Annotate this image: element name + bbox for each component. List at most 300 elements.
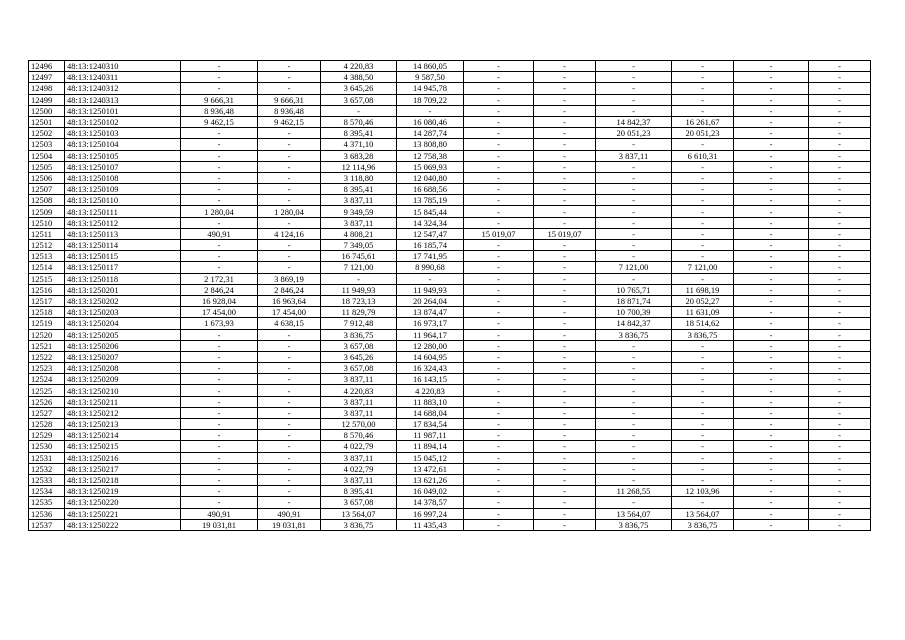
value-col-7-cell: -	[464, 430, 534, 441]
cadastral-number-cell: 48:13:1250114	[65, 240, 181, 251]
value-col-3-cell: -	[181, 195, 258, 206]
value-col-8-cell: -	[534, 374, 596, 385]
value-col-3-cell: -	[181, 172, 258, 183]
value-col-4-cell: 2 846,24	[258, 284, 321, 295]
value-col-9-cell: 13 564,07	[596, 508, 672, 519]
value-col-3-cell: -	[181, 486, 258, 497]
value-col-4-cell: -	[258, 195, 321, 206]
value-col-10-cell: 11 698,19	[672, 284, 734, 295]
value-col-10-cell: -	[672, 184, 734, 195]
value-col-11-cell: -	[734, 72, 809, 83]
value-col-8-cell: -	[534, 318, 596, 329]
value-col-11-cell: -	[734, 419, 809, 430]
value-col-3-cell: -	[181, 150, 258, 161]
value-col-10-cell: -	[672, 419, 734, 430]
value-col-7-cell: -	[464, 105, 534, 116]
row-number-cell: 12517	[29, 295, 65, 306]
row-number-cell: 12521	[29, 340, 65, 351]
value-col-3-cell: -	[181, 363, 258, 374]
value-col-12-cell: -	[809, 474, 871, 485]
value-col-11-cell: -	[734, 83, 809, 94]
row-number-cell: 12534	[29, 486, 65, 497]
value-col-8-cell: -	[534, 329, 596, 340]
value-col-5-cell: 12 570,00	[321, 419, 397, 430]
value-col-3-cell: -	[181, 217, 258, 228]
value-col-12-cell: -	[809, 240, 871, 251]
value-col-6-cell: 16 143,15	[397, 374, 464, 385]
value-col-3-cell: -	[181, 329, 258, 340]
value-col-9-cell: -	[596, 452, 672, 463]
value-col-8-cell: -	[534, 452, 596, 463]
value-col-3-cell: -	[181, 374, 258, 385]
table-row	[29, 217, 871, 228]
row-number-cell: 12515	[29, 273, 65, 284]
value-col-11-cell: -	[734, 452, 809, 463]
value-col-4-cell: -	[258, 463, 321, 474]
cadastral-number-cell: 48:13:1250209	[65, 374, 181, 385]
row-number-cell: 12519	[29, 318, 65, 329]
value-col-3-cell: -	[181, 262, 258, 273]
value-col-6-cell: 15 845,44	[397, 206, 464, 217]
value-col-5-cell: 11 829,79	[321, 307, 397, 318]
cadastral-number-cell: 48:13:1250108	[65, 172, 181, 183]
value-col-5-cell: 3 645,26	[321, 83, 397, 94]
value-col-6-cell: 16 324,43	[397, 363, 464, 374]
value-col-8-cell: -	[534, 486, 596, 497]
value-col-3-cell: 19 031,81	[181, 519, 258, 530]
value-col-12-cell: -	[809, 72, 871, 83]
value-col-8-cell: -	[534, 307, 596, 318]
value-col-11-cell: -	[734, 195, 809, 206]
cadastral-number-cell: 48:13:1250204	[65, 318, 181, 329]
cadastral-number-cell: 48:13:1250105	[65, 150, 181, 161]
value-col-6-cell: 18 709,22	[397, 94, 464, 105]
cadastral-number-cell: 48:13:1250110	[65, 195, 181, 206]
table-row	[29, 329, 871, 340]
table-row	[29, 139, 871, 150]
value-col-6-cell: -	[397, 273, 464, 284]
value-col-8-cell: -	[534, 161, 596, 172]
row-number-cell: 12507	[29, 184, 65, 195]
value-col-8-cell: -	[534, 407, 596, 418]
table-row	[29, 61, 871, 72]
value-col-3-cell: 16 928,04	[181, 295, 258, 306]
row-number-cell: 12504	[29, 150, 65, 161]
value-col-6-cell: 14 945,78	[397, 83, 464, 94]
value-col-9-cell: -	[596, 240, 672, 251]
value-col-3-cell: 9 666,31	[181, 94, 258, 105]
value-col-12-cell: -	[809, 508, 871, 519]
value-col-10-cell: -	[672, 139, 734, 150]
table-row	[29, 195, 871, 206]
value-col-5-cell: 3 657,08	[321, 340, 397, 351]
value-col-3-cell: 490,91	[181, 508, 258, 519]
value-col-5-cell: 4 808,21	[321, 228, 397, 239]
cadastral-number-cell: 48:13:1250208	[65, 363, 181, 374]
value-col-11-cell: -	[734, 105, 809, 116]
value-col-10-cell: -	[672, 430, 734, 441]
table-row	[29, 430, 871, 441]
value-col-9-cell: -	[596, 228, 672, 239]
value-col-5-cell: 11 949,93	[321, 284, 397, 295]
value-col-11-cell: -	[734, 295, 809, 306]
value-col-7-cell: -	[464, 273, 534, 284]
value-col-7-cell: -	[464, 240, 534, 251]
value-col-4-cell: 8 936,48	[258, 105, 321, 116]
value-col-6-cell: 4 220,83	[397, 385, 464, 396]
cadastral-number-cell: 48:13:1250103	[65, 128, 181, 139]
table-row	[29, 351, 871, 362]
value-col-4-cell: -	[258, 363, 321, 374]
row-number-cell: 12496	[29, 61, 65, 72]
row-number-cell: 12522	[29, 351, 65, 362]
value-col-4-cell: -	[258, 486, 321, 497]
value-col-7-cell: -	[464, 61, 534, 72]
cadastral-number-cell: 48:13:1250118	[65, 273, 181, 284]
value-col-9-cell: -	[596, 351, 672, 362]
value-col-6-cell: 8 990,68	[397, 262, 464, 273]
value-col-6-cell: 15 069,93	[397, 161, 464, 172]
row-number-cell: 12505	[29, 161, 65, 172]
value-col-6-cell: 16 080,46	[397, 116, 464, 127]
value-col-3-cell: 9 462,15	[181, 116, 258, 127]
value-col-5-cell: 8 395,41	[321, 128, 397, 139]
value-col-10-cell: -	[672, 228, 734, 239]
value-col-5-cell: -	[321, 273, 397, 284]
value-col-8-cell: -	[534, 105, 596, 116]
value-col-12-cell: -	[809, 497, 871, 508]
value-col-9-cell: -	[596, 195, 672, 206]
value-col-6-cell: 12 758,38	[397, 150, 464, 161]
value-col-11-cell: -	[734, 228, 809, 239]
value-col-8-cell: -	[534, 385, 596, 396]
value-col-12-cell: -	[809, 61, 871, 72]
value-col-11-cell: -	[734, 463, 809, 474]
value-col-10-cell: -	[672, 396, 734, 407]
value-col-11-cell: -	[734, 385, 809, 396]
value-col-4-cell: 9 666,31	[258, 94, 321, 105]
value-col-6-cell: 14 378,57	[397, 497, 464, 508]
cadastral-number-cell: 48:13:1250117	[65, 262, 181, 273]
value-col-5-cell: 4 220,83	[321, 385, 397, 396]
row-number-cell: 12502	[29, 128, 65, 139]
value-col-6-cell: 11 883,10	[397, 396, 464, 407]
value-col-4-cell: -	[258, 128, 321, 139]
value-col-7-cell: 15 019,07	[464, 228, 534, 239]
cadastral-number-cell: 48:13:1250216	[65, 452, 181, 463]
table-row	[29, 363, 871, 374]
value-col-5-cell: 18 723,13	[321, 295, 397, 306]
value-col-3-cell: -	[181, 351, 258, 362]
value-col-3-cell: -	[181, 161, 258, 172]
value-col-10-cell: -	[672, 161, 734, 172]
value-col-7-cell: -	[464, 284, 534, 295]
cadastral-number-cell: 48:13:1240311	[65, 72, 181, 83]
value-col-6-cell: 15 045,12	[397, 452, 464, 463]
value-col-5-cell: 4 388,50	[321, 72, 397, 83]
value-col-10-cell: -	[672, 240, 734, 251]
value-col-3-cell: -	[181, 441, 258, 452]
value-col-12-cell: -	[809, 251, 871, 262]
cadastral-number-cell: 48:13:1250211	[65, 396, 181, 407]
value-col-4-cell: -	[258, 262, 321, 273]
value-col-9-cell: -	[596, 363, 672, 374]
value-col-6-cell: 13 874,47	[397, 307, 464, 318]
value-col-5-cell: 8 395,41	[321, 184, 397, 195]
row-number-cell: 12513	[29, 251, 65, 262]
value-col-11-cell: -	[734, 519, 809, 530]
value-col-9-cell: 3 836,75	[596, 519, 672, 530]
value-col-12-cell: -	[809, 407, 871, 418]
value-col-11-cell: -	[734, 150, 809, 161]
value-col-5-cell: 3 657,08	[321, 363, 397, 374]
table-row	[29, 374, 871, 385]
value-col-3-cell: -	[181, 430, 258, 441]
value-col-7-cell: -	[464, 452, 534, 463]
value-col-7-cell: -	[464, 374, 534, 385]
table-row	[29, 385, 871, 396]
value-col-4-cell: 3 869,19	[258, 273, 321, 284]
row-number-cell: 12524	[29, 374, 65, 385]
value-col-3-cell: -	[181, 385, 258, 396]
value-col-8-cell: -	[534, 463, 596, 474]
value-col-10-cell: -	[672, 374, 734, 385]
value-col-11-cell: -	[734, 407, 809, 418]
value-col-12-cell: -	[809, 340, 871, 351]
value-col-11-cell: -	[734, 184, 809, 195]
value-col-10-cell: 11 631,09	[672, 307, 734, 318]
value-col-7-cell: -	[464, 94, 534, 105]
value-col-10-cell: -	[672, 94, 734, 105]
table-row	[29, 273, 871, 284]
value-col-12-cell: -	[809, 374, 871, 385]
cadastral-number-cell: 48:13:1250212	[65, 407, 181, 418]
value-col-11-cell: -	[734, 116, 809, 127]
cadastral-number-cell: 48:13:1250205	[65, 329, 181, 340]
value-col-3-cell: 1 673,93	[181, 318, 258, 329]
value-col-12-cell: -	[809, 172, 871, 183]
value-col-6-cell: 11 949,93	[397, 284, 464, 295]
table-row	[29, 83, 871, 94]
value-col-4-cell: -	[258, 184, 321, 195]
value-col-4-cell: -	[258, 161, 321, 172]
cadastral-number-cell: 48:13:1250213	[65, 419, 181, 430]
value-col-9-cell: -	[596, 83, 672, 94]
cadastral-number-cell: 48:13:1250112	[65, 217, 181, 228]
value-col-11-cell: -	[734, 139, 809, 150]
value-col-3-cell: -	[181, 474, 258, 485]
value-col-3-cell: -	[181, 184, 258, 195]
value-col-10-cell: -	[672, 441, 734, 452]
value-col-7-cell: -	[464, 396, 534, 407]
table-row	[29, 105, 871, 116]
cadastral-number-cell: 48:13:1250107	[65, 161, 181, 172]
table-row	[29, 72, 871, 83]
value-col-5-cell: 4 022,79	[321, 441, 397, 452]
value-col-4-cell: 4 638,15	[258, 318, 321, 329]
value-col-5-cell: 4 022,79	[321, 463, 397, 474]
row-number-cell: 12537	[29, 519, 65, 530]
value-col-5-cell: 3 837,11	[321, 452, 397, 463]
value-col-4-cell: 17 454,00	[258, 307, 321, 318]
value-col-9-cell: -	[596, 61, 672, 72]
value-col-12-cell: -	[809, 139, 871, 150]
value-col-7-cell: -	[464, 83, 534, 94]
value-col-8-cell: -	[534, 351, 596, 362]
row-number-cell: 12531	[29, 452, 65, 463]
value-col-3-cell: -	[181, 396, 258, 407]
value-col-12-cell: -	[809, 430, 871, 441]
value-col-5-cell: 3 837,11	[321, 217, 397, 228]
value-col-10-cell: -	[672, 217, 734, 228]
value-col-12-cell: -	[809, 273, 871, 284]
value-col-10-cell: -	[672, 195, 734, 206]
row-number-cell: 12501	[29, 116, 65, 127]
value-col-4-cell: -	[258, 430, 321, 441]
value-col-11-cell: -	[734, 217, 809, 228]
value-col-4-cell: -	[258, 329, 321, 340]
value-col-7-cell: -	[464, 419, 534, 430]
value-col-9-cell: -	[596, 273, 672, 284]
table-body	[29, 61, 871, 531]
value-col-12-cell: -	[809, 284, 871, 295]
table-row	[29, 508, 871, 519]
value-col-8-cell: -	[534, 340, 596, 351]
value-col-6-cell: 9 587,50	[397, 72, 464, 83]
value-col-12-cell: -	[809, 105, 871, 116]
value-col-4-cell: -	[258, 385, 321, 396]
value-col-9-cell: -	[596, 407, 672, 418]
row-number-cell: 12532	[29, 463, 65, 474]
cadastral-number-cell: 48:13:1250113	[65, 228, 181, 239]
value-col-8-cell: -	[534, 519, 596, 530]
row-number-cell: 12533	[29, 474, 65, 485]
row-number-cell: 12528	[29, 419, 65, 430]
value-col-4-cell: 1 280,04	[258, 206, 321, 217]
table-row	[29, 474, 871, 485]
value-col-8-cell: -	[534, 172, 596, 183]
value-col-6-cell: 13 785,19	[397, 195, 464, 206]
cadastral-number-cell: 48:13:1240312	[65, 83, 181, 94]
value-col-3-cell: 2 846,24	[181, 284, 258, 295]
value-col-3-cell: -	[181, 407, 258, 418]
value-col-12-cell: -	[809, 217, 871, 228]
value-col-11-cell: -	[734, 340, 809, 351]
value-col-8-cell: -	[534, 430, 596, 441]
value-col-10-cell: -	[672, 251, 734, 262]
value-col-4-cell: 16 963,64	[258, 295, 321, 306]
value-col-8-cell: -	[534, 474, 596, 485]
cadastral-number-cell: 48:13:1250201	[65, 284, 181, 295]
table-row	[29, 340, 871, 351]
value-col-11-cell: -	[734, 474, 809, 485]
value-col-10-cell: -	[672, 474, 734, 485]
value-col-9-cell: 10 765,71	[596, 284, 672, 295]
value-col-9-cell: 20 051,23	[596, 128, 672, 139]
value-col-5-cell: 3 837,11	[321, 396, 397, 407]
value-col-6-cell: 13 808,80	[397, 139, 464, 150]
value-col-9-cell: 3 837,11	[596, 150, 672, 161]
value-col-10-cell: 7 121,00	[672, 262, 734, 273]
value-col-12-cell: -	[809, 307, 871, 318]
value-col-6-cell: 12 040,80	[397, 172, 464, 183]
value-col-10-cell: 6 610,31	[672, 150, 734, 161]
value-col-10-cell: -	[672, 452, 734, 463]
value-col-5-cell: 3 837,11	[321, 374, 397, 385]
value-col-7-cell: -	[464, 72, 534, 83]
table-row	[29, 94, 871, 105]
row-number-cell: 12526	[29, 396, 65, 407]
value-col-6-cell: 11 435,43	[397, 519, 464, 530]
value-col-4-cell: -	[258, 172, 321, 183]
table-row	[29, 396, 871, 407]
value-col-10-cell: 20 052,27	[672, 295, 734, 306]
value-col-5-cell: 8 570,46	[321, 430, 397, 441]
cadastral-number-cell: 48:13:1250109	[65, 184, 181, 195]
value-col-10-cell: -	[672, 105, 734, 116]
row-number-cell: 12530	[29, 441, 65, 452]
cadastral-number-cell: 48:13:1250218	[65, 474, 181, 485]
table-row	[29, 295, 871, 306]
value-col-11-cell: -	[734, 206, 809, 217]
value-col-3-cell: -	[181, 419, 258, 430]
value-col-8-cell: -	[534, 273, 596, 284]
value-col-3-cell: 490,91	[181, 228, 258, 239]
value-col-3-cell: -	[181, 463, 258, 474]
value-col-10-cell: 18 514,62	[672, 318, 734, 329]
value-col-11-cell: -	[734, 363, 809, 374]
cadastral-number-cell: 48:13:1250222	[65, 519, 181, 530]
table-row	[29, 128, 871, 139]
value-col-11-cell: -	[734, 396, 809, 407]
value-col-9-cell: -	[596, 385, 672, 396]
value-col-10-cell: -	[672, 463, 734, 474]
value-col-8-cell: -	[534, 419, 596, 430]
value-col-12-cell: -	[809, 329, 871, 340]
value-col-4-cell: 19 031,81	[258, 519, 321, 530]
value-col-6-cell: 13 621,26	[397, 474, 464, 485]
row-number-cell: 12527	[29, 407, 65, 418]
value-col-8-cell: -	[534, 262, 596, 273]
table-row	[29, 262, 871, 273]
value-col-5-cell: 3 683,28	[321, 150, 397, 161]
value-col-12-cell: -	[809, 486, 871, 497]
value-col-6-cell: 12 280,00	[397, 340, 464, 351]
value-col-4-cell: -	[258, 474, 321, 485]
value-col-6-cell: 12 547,47	[397, 228, 464, 239]
value-col-7-cell: -	[464, 116, 534, 127]
value-col-9-cell: -	[596, 105, 672, 116]
value-col-7-cell: -	[464, 251, 534, 262]
value-col-9-cell: -	[596, 441, 672, 452]
value-col-8-cell: -	[534, 72, 596, 83]
cadastral-number-cell: 48:13:1250111	[65, 206, 181, 217]
value-col-9-cell: -	[596, 217, 672, 228]
value-col-11-cell: -	[734, 128, 809, 139]
cadastral-number-cell: 48:13:1250217	[65, 463, 181, 474]
value-col-9-cell: -	[596, 419, 672, 430]
value-col-11-cell: -	[734, 318, 809, 329]
row-number-cell: 12511	[29, 228, 65, 239]
value-col-5-cell: 3 836,75	[321, 329, 397, 340]
value-col-11-cell: -	[734, 508, 809, 519]
value-col-3-cell: -	[181, 340, 258, 351]
value-col-8-cell: -	[534, 206, 596, 217]
value-col-5-cell: 16 745,61	[321, 251, 397, 262]
value-col-11-cell: -	[734, 284, 809, 295]
value-col-8-cell: -	[534, 396, 596, 407]
value-col-9-cell: 18 871,74	[596, 295, 672, 306]
